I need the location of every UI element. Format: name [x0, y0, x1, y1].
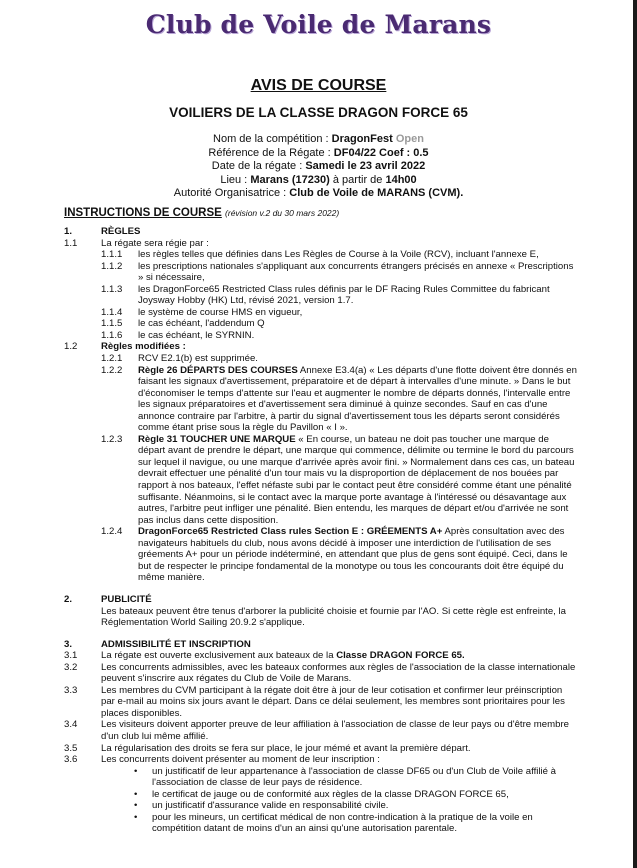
competition-name-line: Nom de la compétition : DragonFest Open — [213, 133, 424, 145]
document-subtitle: VOILIERS DE LA CLASSE DRAGON FORCE 65 — [169, 105, 468, 120]
sub-clause: 1.2.1 RCV E2.1(b) est supprimée. — [101, 353, 258, 365]
required-documents-list — [138, 766, 577, 835]
regatta-date-line: Date de la régate : Samedi le 23 avril 2022 — [211, 160, 426, 172]
section-heading: 1. RÈGLES — [64, 226, 141, 237]
club-title: Club de Voile de Marans — [145, 10, 492, 39]
section-heading: 3. ADMISSIBILITÉ ET INSCRIPTION — [64, 638, 251, 650]
regatta-place: Marans (17230) — [250, 173, 330, 186]
clause: 3.5 La régularisation des droits se fera sur place, le jour mémé et avant la première départ. — [64, 742, 471, 754]
regatta-date: Samedi le 23 avril 2022 — [305, 160, 426, 172]
regatta-time: 14h00 — [385, 173, 417, 186]
clause: 3.4 Les visiteurs doivent apporter preuve de leur affiliation à l'association de classe de leur pays ou d'être membre d'un club lui même affilié. — [64, 719, 569, 742]
sub-clause: 1.1.3 les DragonForce65 Restricted Class rules définis par le DF Racing Rules Committee du fabricant Joysway Hobby (HK) Ltd, révisé 2021, version 1.7. — [101, 283, 550, 307]
clause: 3.3 Les membres du CVM participant à la régate doit être à jour de leur cotisation et confirmer leur préinscription par e-mail au moins six jours avant le départ. Dans ce délai seulement, les membres sont prioritaires pour les places disponibles. — [64, 684, 565, 719]
clause: 1.1 La régate sera régie par : — [64, 237, 209, 249]
section-heading: 2. PUBLICITÉ — [64, 593, 152, 605]
clause: 3.1 La régate est ouverte exclusivement aux bateaux de la Classe DRAGON FORCE 65. — [64, 650, 465, 662]
list-item: • un justificatif de leur appartenance à l'association de classe DF65 ou d'un Club de Voile affilié à l'association de classe de leur pays de résidence. — [152, 766, 577, 789]
clause: Les bateaux peuvent être tenus d'arborer la publicité choisie et fournie par l'AO. Si cette règle est enfreinte, la Réglementation World Sailing 20.9.2 s'applique. — [101, 605, 566, 629]
instructions-title: INSTRUCTIONS DE COURSE — [64, 207, 222, 219]
document-body — [0, 226, 637, 835]
clause: 3.2 Les concurrents admissibles, avec les bateaux conformes aux règles de l'association de la classe internationale peuvent s'inscrire aux régates du Club de Voile de Marans. — [64, 661, 576, 685]
regatta-reference: DF04/22 Coef : 0.5 — [333, 146, 429, 159]
sub-clause: 1.1.4 le système de course HMS en vigueur, — [101, 306, 303, 318]
organizing-authority: Club de Voile de MARANS (CVM). — [289, 187, 464, 199]
list-item: • un justificatif d'assurance valide en responsabilité civile. — [152, 800, 577, 812]
competition-info — [0, 133, 637, 201]
instructions-heading — [64, 206, 339, 220]
organizing-authority-line: Autorité Organisatrice : Club de Voile de MARANS (CVM). — [173, 187, 464, 199]
clause: 3.6 Les concurrents doivent présenter au moment de leur inscription : — [64, 754, 380, 766]
sub-clause: 1.2.4 DragonForce65 Restricted Class rules Section E : GRÉEMENTS A+ Après consultation avec des navigateurs habituels du club, nous avons décidé à imposer une interdiction de l'utilisation de ses gréements A+ pour un période indéterminé, en attendant que plus de gens sont équipé. Ceci, dans le but de respecter le principe fondamental de la monotype ou tous les concourants doit être équipé du même manière. — [101, 526, 568, 584]
sub-clause: 1.1.5 le cas échéant, l'addendum Q — [101, 318, 265, 330]
list-item: • pour les mineurs, un certificat médical de non contre-indication à la pratique de la voile en compétition datant de moins d'un an ainsi qu'une autorisation parentale. — [152, 812, 577, 835]
list-item: • le certificat de jauge ou de conformité aux règles de la classe DRAGON FORCE 65, — [152, 789, 577, 801]
clause: 1.2 Règles modifiées : — [64, 341, 186, 353]
regatta-place-line: Lieu : Marans (17230) à partir de 14h00 — [220, 173, 417, 186]
sub-clause: 1.2.3 Règle 31 TOUCHER UNE MARQUE « En course, un bateau ne doit pas toucher une marque de départ avant de prendre le départ, une marque qui commence, délimite ou termine le bord du parcours sur lequel il navigue, ou une marque d'arrivée après avoir fini. » Normalement dans ces cas, un bateau devrait effectuer une pénalité d'un tour mais vu la disproportion de déplacement de nos bouées par rapport à nos bateaux, l'effet néfaste subi par le contact peut être considéré comme étant une pénalité suffisante. Néanmoins, si le contact avec la marque porte avantage à l'intéressé ou désavantage aux autres, l'arbitre peut infliger une pénalité. Bien entendu, les marques de départ et/ou d'arrivée ne sont pas inclus dans cette disposition. — [101, 433, 575, 526]
competition-name: DragonFest — [331, 133, 393, 145]
instructions-revision: (révision v.2 du 30 mars 2022) — [225, 208, 340, 218]
sub-clause: 1.1.2 les prescriptions nationales s'appliquant aux concurrents étrangers précisés en annexe « Prescriptions » si nécessaire, — [101, 260, 574, 284]
sub-clause: 1.2.2 Règle 26 DÉPARTS DES COURSES Annexe E3.4(a) « Les départs d'une flotte doivent être donnés en faisant les signaux d'avertissement, préparatoire et de départ à intervalles d'une minute. » Dans le but d'économiser le temps d'attente sur l'eau et augmenter le nombre de départs donnés, l'intervalle entre les signaux préparatoires et d'avertissement sera diminué à quinze secondes. Sauf en cas d'une annonce contraire par l'arbitre, à partir du signal d'avertissement tous les départs seront considérés comme étant prise sous la règle du Pavillon « I ». — [101, 364, 577, 434]
competition-name-suffix: Open — [395, 133, 424, 145]
sub-clause: 1.1.6 le cas échéant, le SYRNIN. — [101, 329, 255, 341]
document-title: AVIS DE COURSE — [250, 77, 387, 94]
regatta-reference-line: Référence de la Régate : DF04/22 Coef : 0.5 — [208, 146, 429, 159]
sub-clause: 1.1.1 les règles telles que définies dans Les Règles de Course à la Voile (RCV), incluant l'annexe E, — [101, 249, 539, 261]
